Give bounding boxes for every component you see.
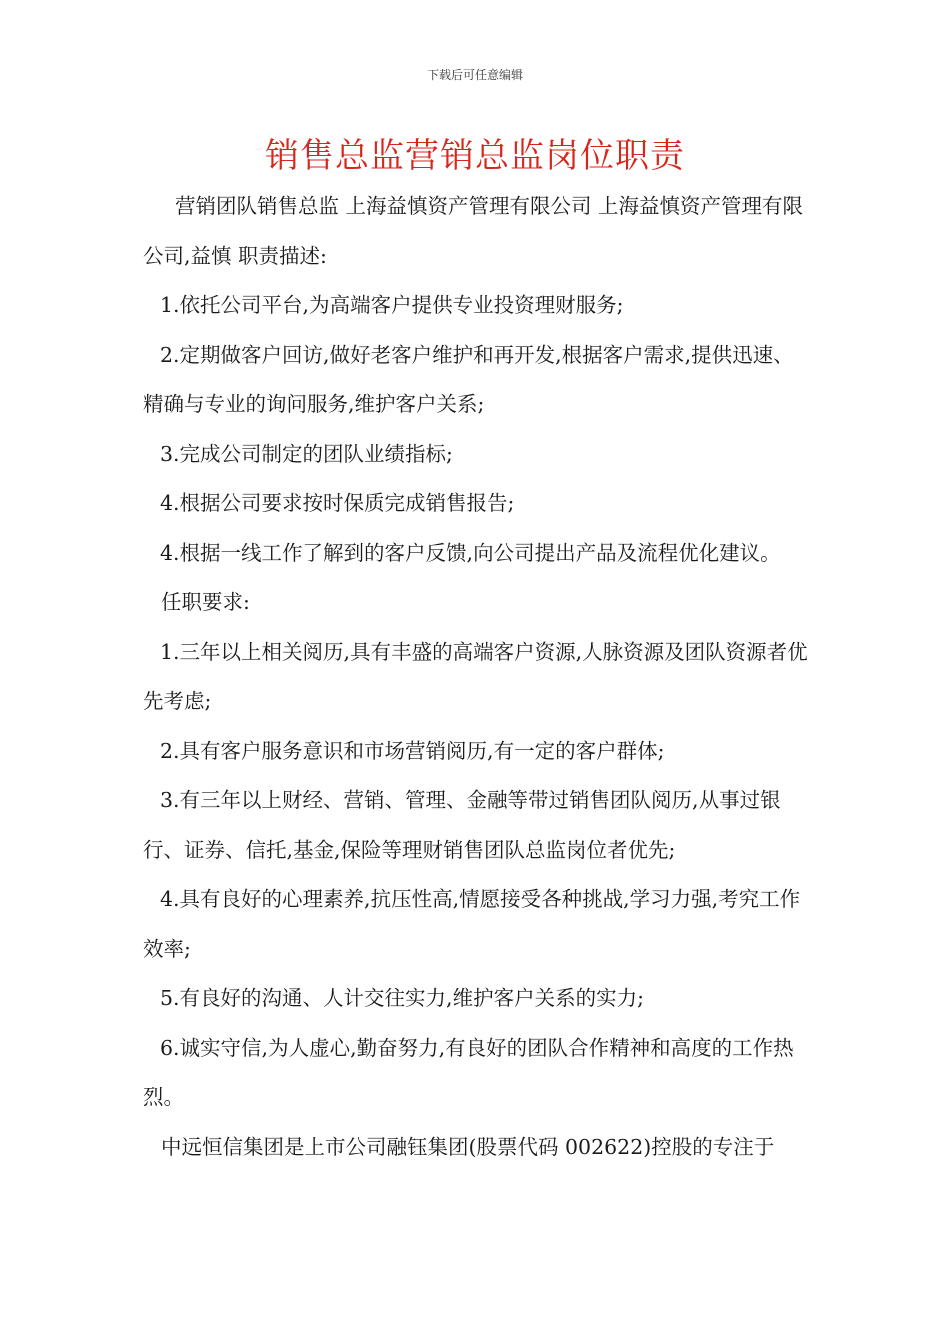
duty-item: 3.完成公司制定的团队业绩指标; <box>160 441 453 466</box>
duty-item: 2.定期做客户回访,做好老客户维护和再开发,根据客户需求,提供迅速、精确与专业的询问服务,维护客户关系; <box>143 342 794 416</box>
document-body <box>143 182 809 1172</box>
requirement-item: 1.三年以上相关阅历,具有丰盛的高端客户资源,人脉资源及团队资源者优先考虑; <box>143 639 808 713</box>
document-title: 销售总监营销总监岗位职责 <box>265 136 685 176</box>
page-header-note: 下载后可任意编辑 <box>426 68 523 82</box>
requirement-item: 5.有良好的沟通、人计交往实力,维护客户关系的实力; <box>160 986 644 1010</box>
intro-paragraph: 营销团队销售总监 上海益慎资产管理有限公司 上海益慎资产管理有限公司,益慎 职责描述: <box>143 194 804 268</box>
closing-paragraph: 中远恒信集团是上市公司融钰集团(股票代码 002622)控股的专注于 <box>161 1134 775 1159</box>
requirement-item: 6.诚实守信,为人虚心,勤奋努力,有良好的团队合作精神和高度的工作热烈。 <box>143 1035 794 1109</box>
requirement-item: 3.有三年以上财经、营销、管理、金融等带过销售团队阅历,从事过银行、证券、信托,基金,保险等理财销售团队总监岗位者优先; <box>143 788 781 862</box>
requirement-item: 2.具有客户服务意识和市场营销阅历,有一定的客户群体; <box>160 738 665 763</box>
requirement-item: 4.具有良好的心理素养,抗压性高,情愿接受各种挑战,学习力强,考究工作效率; <box>143 887 801 961</box>
duty-item: 4.根据公司要求按时保质完成销售报告; <box>160 491 515 515</box>
requirements-heading: 任职要求: <box>161 590 250 614</box>
duty-item: 4.根据一线工作了解到的客户反馈,向公司提出产品及流程优化建议。 <box>160 540 781 565</box>
duty-item: 1.依托公司平台,为高端客户提供专业投资理财服务; <box>160 293 624 317</box>
